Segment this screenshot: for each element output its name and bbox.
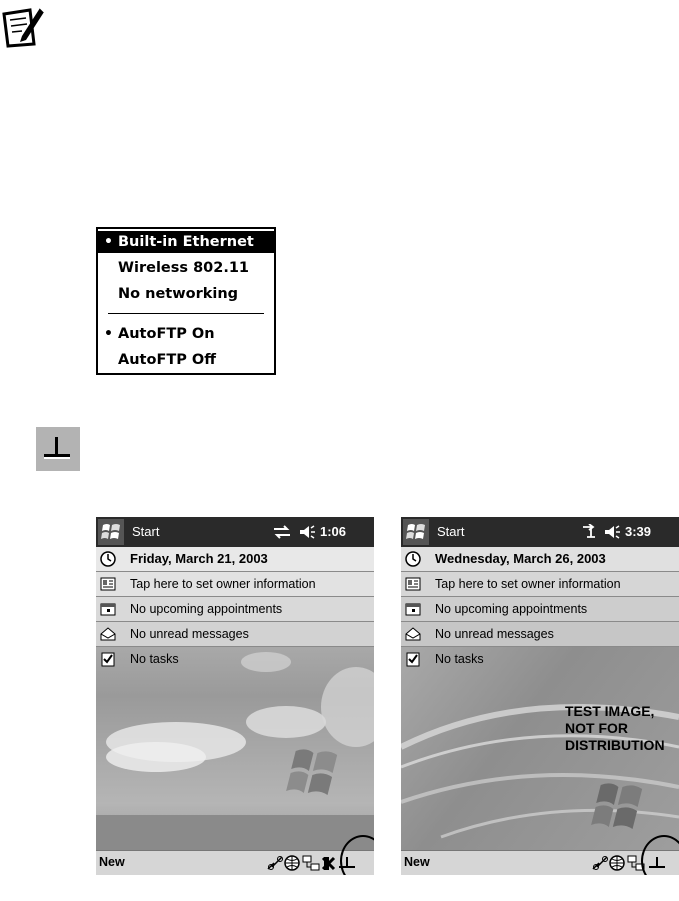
- appointments-text: No upcoming appointments: [435, 602, 588, 616]
- watermark-line: DISTRIBUTION: [565, 737, 665, 753]
- tasks-checkbox-icon: [100, 651, 116, 667]
- test-image-watermark: [565, 703, 665, 754]
- today-tasks-row[interactable]: [401, 647, 679, 671]
- inbox-envelope-icon: [405, 626, 421, 642]
- menu-item-built-in-ethernet[interactable]: [98, 231, 274, 253]
- inbox-envelope-icon: [100, 626, 116, 642]
- link-icon[interactable]: [593, 857, 608, 870]
- messages-text: No unread messages: [130, 627, 249, 641]
- tasks-checkbox-icon: [405, 651, 421, 667]
- sync-arrows-icon[interactable]: [272, 524, 292, 540]
- messages-text: No unread messages: [435, 627, 554, 641]
- globe-icon[interactable]: [285, 856, 299, 870]
- selected-bullet: •: [104, 326, 113, 342]
- pda-today-screen-left: [96, 517, 374, 875]
- owner-info-text: Tap here to set owner information: [130, 577, 316, 591]
- network-popup-menu: [96, 227, 276, 375]
- bottom-command-bar: [96, 850, 374, 875]
- today-owner-row[interactable]: [401, 572, 679, 597]
- menu-item-no-networking[interactable]: [98, 283, 274, 305]
- watermark-line: TEST IMAGE,: [565, 703, 655, 719]
- menu-item-wireless[interactable]: [98, 257, 274, 279]
- clock-icon: [100, 551, 116, 567]
- clock-display[interactable]: 3:39: [625, 524, 652, 539]
- menu-divider: [108, 313, 264, 314]
- selected-bullet: •: [104, 234, 113, 250]
- menu-item-label: Built-in Ethernet: [118, 234, 254, 250]
- windows-start-icon[interactable]: [403, 519, 429, 545]
- menu-item-autoftp-on[interactable]: [98, 323, 274, 345]
- globe-icon[interactable]: [610, 856, 624, 870]
- today-messages-row[interactable]: [401, 622, 679, 647]
- start-label[interactable]: Start: [132, 524, 160, 539]
- today-appointments-row[interactable]: [401, 597, 679, 622]
- menu-item-label: No networking: [118, 286, 239, 302]
- watermark-line: NOT FOR: [565, 720, 628, 736]
- today-owner-row[interactable]: [96, 572, 374, 597]
- pda-today-screen-right: [401, 517, 679, 875]
- today-tasks-row[interactable]: [96, 647, 374, 671]
- menu-item-label: AutoFTP On: [118, 326, 215, 342]
- today-date-row[interactable]: [96, 547, 374, 572]
- tasks-text: No tasks: [130, 652, 179, 666]
- link-icon[interactable]: [268, 857, 283, 870]
- start-label[interactable]: Start: [437, 524, 465, 539]
- today-date: Wednesday, March 26, 2003: [435, 551, 606, 566]
- speaker-icon[interactable]: [298, 524, 316, 540]
- note-pencil-icon: [0, 4, 46, 50]
- network-tray-icon: [36, 427, 80, 471]
- new-button[interactable]: New: [99, 855, 125, 869]
- today-appointments-row[interactable]: [96, 597, 374, 622]
- bottom-command-bar: [401, 850, 679, 875]
- clock-icon: [405, 551, 421, 567]
- appointments-text: No upcoming appointments: [130, 602, 283, 616]
- menu-item-autoftp-off[interactable]: [98, 349, 274, 371]
- today-messages-row[interactable]: [96, 622, 374, 647]
- disconnected-network-icon[interactable]: [323, 857, 334, 870]
- today-date: Friday, March 21, 2003: [130, 551, 268, 566]
- new-button[interactable]: New: [404, 855, 430, 869]
- today-date-row[interactable]: [401, 547, 679, 572]
- speaker-icon[interactable]: [603, 524, 621, 540]
- owner-info-text: Tap here to set owner information: [435, 577, 621, 591]
- owner-card-icon: [405, 576, 421, 592]
- network-computers-icon[interactable]: [303, 856, 319, 870]
- owner-card-icon: [100, 576, 116, 592]
- tasks-text: No tasks: [435, 652, 484, 666]
- windows-start-icon[interactable]: [98, 519, 124, 545]
- calendar-icon: [405, 601, 421, 617]
- menu-item-label: AutoFTP Off: [118, 352, 216, 368]
- sync-arrows-icon[interactable]: [579, 524, 599, 540]
- calendar-icon: [100, 601, 116, 617]
- menu-item-label: Wireless 802.11: [118, 260, 250, 276]
- title-bar: [401, 517, 679, 547]
- title-bar: [96, 517, 374, 547]
- clock-display[interactable]: 1:06: [320, 524, 347, 539]
